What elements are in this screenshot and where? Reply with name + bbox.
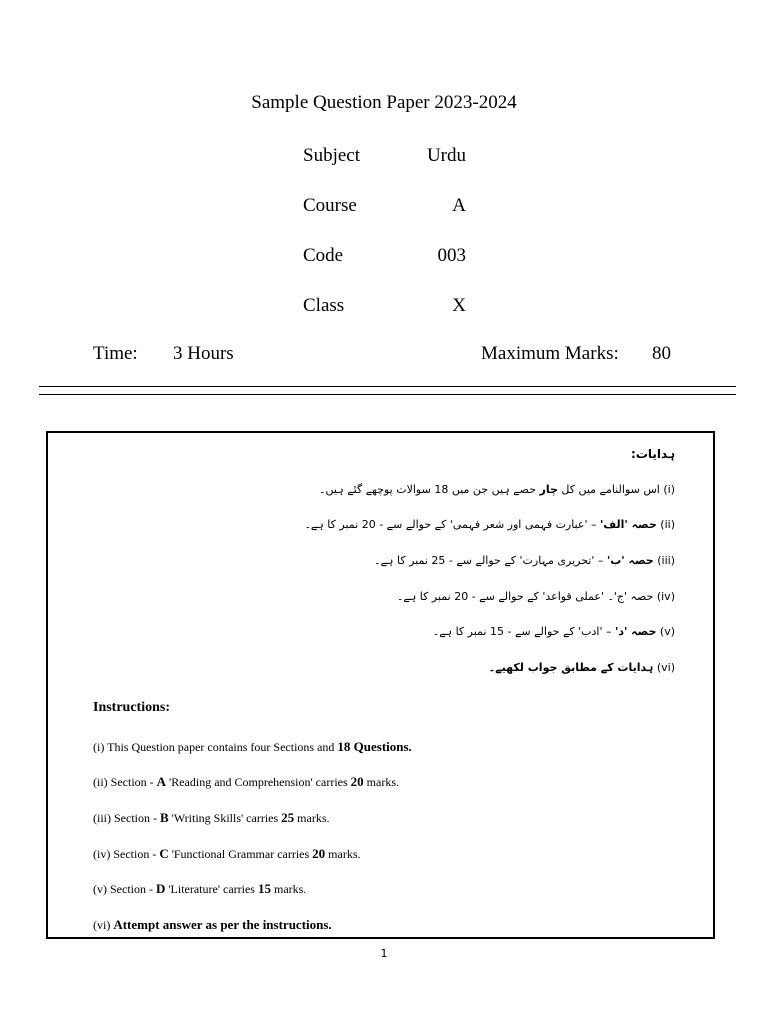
meta-label: Course — [303, 195, 357, 216]
item-text: marks. — [363, 775, 399, 789]
item-text: marks. — [325, 847, 361, 861]
english-instructions-heading: Instructions: — [93, 700, 171, 715]
item-bold: B — [159, 810, 169, 825]
item-number: (ii) — [660, 518, 675, 531]
page-number: 1 — [380, 947, 388, 960]
item-bold: 20 — [350, 774, 364, 789]
item-bold: D — [155, 881, 166, 896]
item-bold: چار — [539, 483, 558, 496]
english-instruction-item — [93, 917, 332, 933]
english-instruction-item — [93, 881, 306, 897]
divider-top — [39, 386, 736, 387]
urdu-instruction-item — [489, 661, 675, 674]
urdu-instruction-item — [397, 590, 675, 603]
instructions-box — [46, 431, 715, 939]
meta-value: 003 — [437, 245, 466, 266]
item-text: 'Literature' carries — [165, 882, 258, 896]
item-text: – 'ادب' کے حوالے سے - 15 نمبر کا ہے۔ — [432, 625, 615, 638]
item-text: (i) This Question paper contains four Sections and — [93, 740, 338, 754]
item-number: (iv) — [656, 590, 675, 603]
meta-label: Class — [303, 295, 345, 316]
english-instruction-item — [93, 846, 361, 862]
item-text: اس سوالنامے میں کل — [557, 483, 660, 496]
urdu-instructions-heading: ہدایات: — [631, 447, 675, 461]
item-text: حصے ہیں جن میں 18 سوالات پوچھے گئے ہیں۔ — [319, 483, 540, 496]
item-text: (vi) — [93, 918, 114, 932]
item-number: (v) — [659, 625, 675, 638]
item-bold: حصہ 'ب' — [606, 554, 654, 567]
urdu-instruction-item — [304, 518, 675, 531]
divider-bottom — [39, 394, 736, 395]
item-number: (vi) — [656, 661, 675, 674]
english-instruction-item — [93, 739, 412, 755]
item-bold: ہدایات کے مطابق جواب لکھیے۔ — [488, 661, 654, 674]
item-number: (iii) — [657, 554, 675, 567]
item-bold: 25 — [281, 810, 295, 825]
item-bold: حصہ 'الف' — [600, 518, 657, 531]
item-text: 'Reading and Comprehension' carries — [166, 775, 351, 789]
item-text: (ii) Section - — [93, 775, 157, 789]
meta-value: X — [452, 295, 466, 316]
english-instruction-item — [93, 810, 329, 826]
item-text: – 'عبارت فہمی اور شعر فہمی' کے حوالے سے - 20 نمبر کا ہے۔ — [304, 518, 600, 531]
item-text: marks. — [294, 811, 330, 825]
page-title: Sample Question Paper 2023-2024 — [251, 92, 517, 113]
urdu-instruction-item — [374, 554, 675, 567]
item-text: marks. — [270, 882, 307, 896]
item-text: (iv) Section - — [93, 847, 160, 861]
meta-value: Urdu — [426, 145, 466, 166]
meta-label: Subject — [303, 145, 360, 166]
item-text: حصہ 'ج'۔ 'عملی قواعد' کے حوالے سے - 20 نمبر کا ہے۔ — [396, 590, 654, 603]
item-text: – 'تحریری مہارت' کے حوالے سے - 25 نمبر کا ہے۔ — [374, 554, 607, 567]
max-marks-label: Maximum Marks: — [481, 343, 619, 364]
urdu-instruction-item — [319, 483, 675, 496]
item-bold: A — [156, 774, 167, 789]
time-label: Time: — [93, 343, 138, 364]
urdu-instruction-item — [433, 625, 675, 638]
item-bold: Attempt answer as per the instructions. — [113, 917, 332, 932]
item-bold: 15 — [257, 881, 271, 896]
item-text: 'Functional Grammar carries — [168, 847, 313, 861]
item-bold: 18 Questions. — [337, 739, 412, 754]
english-instruction-item — [93, 774, 399, 790]
meta-value: A — [452, 195, 466, 216]
max-marks-value: 80 — [652, 343, 671, 364]
item-bold: C — [159, 846, 169, 861]
item-bold: 20 — [312, 846, 326, 861]
item-number: (i) — [663, 483, 675, 496]
meta-label: Code — [303, 245, 344, 266]
item-text: (iii) Section - — [93, 811, 160, 825]
item-bold: حصہ 'د' — [614, 625, 657, 638]
time-value: 3 Hours — [173, 343, 234, 364]
item-text: 'Writing Skills' carries — [168, 811, 282, 825]
item-text: (v) Section - — [93, 882, 156, 896]
